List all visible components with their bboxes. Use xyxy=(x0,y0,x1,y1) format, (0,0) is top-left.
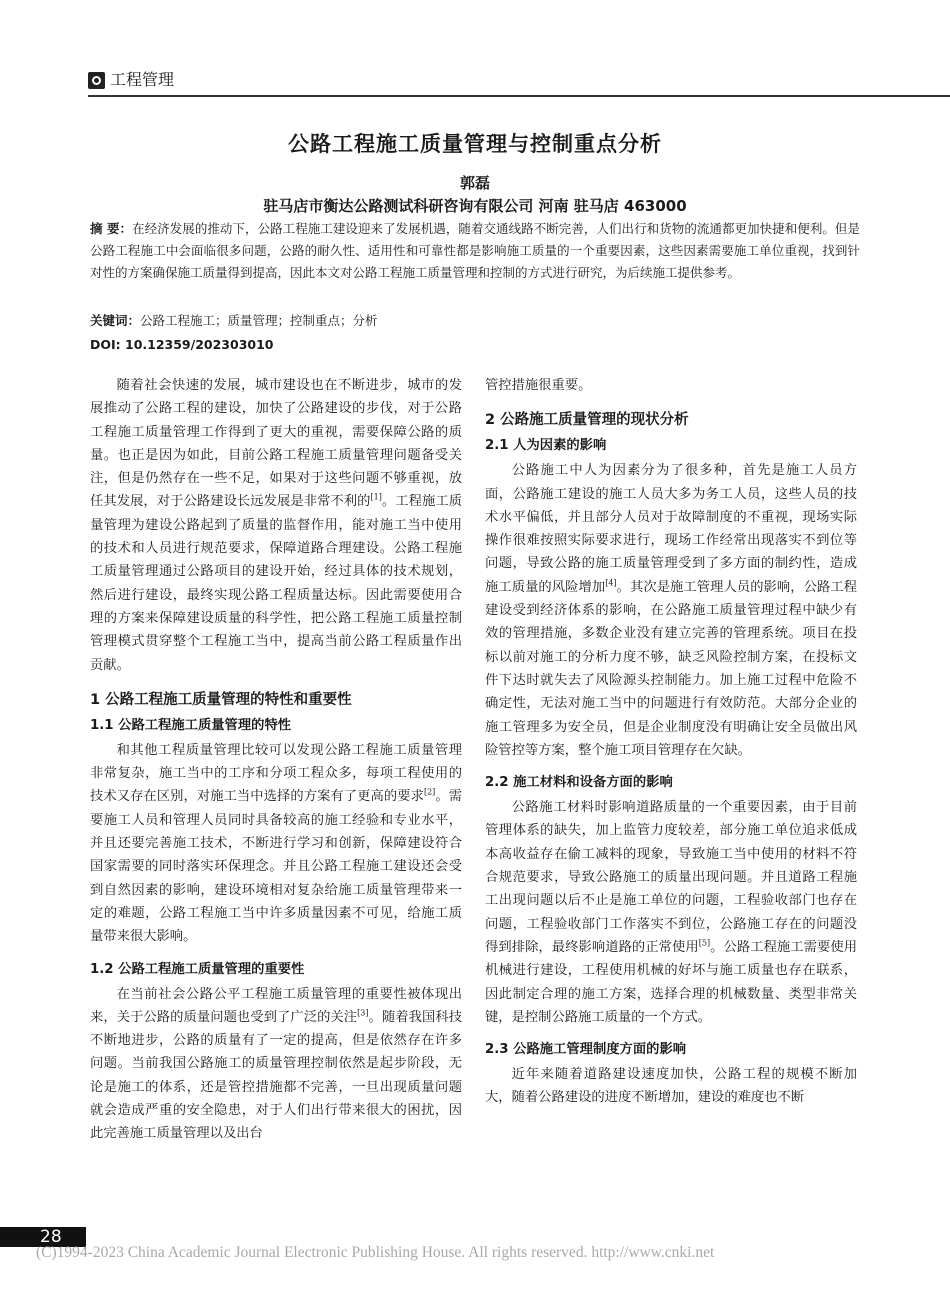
section-heading: 2 公路施工质量管理的现状分析 xyxy=(485,412,689,429)
subsection-heading: 1.2 公路工程施工质量管理的重要性 xyxy=(90,961,305,977)
abstract xyxy=(90,218,860,284)
subsection-heading: 2.3 公路施工管理制度方面的影响 xyxy=(485,1042,687,1058)
paragraph: 公路施工材料时影响道路质量的一个重要因素，由于目前管理体系的缺失，加上监管力度较差，部分施工单位追求低成本高收益存在偷工减料的现象，导致施工当中使用的材料不符合规范要求，导致公路施工的质量出现问题。并且道路工程施工出现问题以后不止是施工单位的问题，工程验收部门也存在问题，工程验收部门工作落实不到位，公路施工存在的问题没得到排除，最终影响道路的正常使用[5]。公路工程施工需要使用机械进行建设，工程使用机械的好坏与施工质量也存在联系，因此制定合理的施工方案，选择合理的机械数量、类型非常关键，是控制公路施工质量的一个方式。 xyxy=(485,800,858,1025)
citation[interactable]: [4] xyxy=(605,578,617,588)
keywords-label: 关键词： xyxy=(90,313,141,328)
right-column xyxy=(485,374,857,1110)
citation[interactable]: [5] xyxy=(698,938,711,948)
copyright-notice: (C)1994-2023 China Academic Journal Electronic Publishing House. All rights reserved. http://www.cnki.net xyxy=(36,1244,715,1261)
doi: DOI: 10.12359/202303010 xyxy=(90,337,274,352)
paragraph: 公路施工中人为因素分为了很多种，首先是施工人员方面，公路施工建设的施工人员大多为务工人员，这些人员的技术水平偏低，并且部分人员对于故障制度的不重视，现场实际操作很难按照实际要求进行，现场工作经常出现落实不到位等问题，导致公路的施工质量管理受到了多方面的制约性，造成施工质量的风险增加[4]。其次是施工管理人员的影响，公路工程建设受到经济体系的影响，在公路施工质量管理过程中缺少有效的管理措施，多数企业没有建立完善的管理系统。项目在投标以前对施工的分析力度不够，缺乏风险控制方案，在投标文件下达时就失去了风险源头控制能力。加上施工过程中危险不确定性，无法对施工当中的问题进行有效防范。大部分企业的施工管理多为安全员，但是企业制度没有明确让安全员做出风险管控等方案，整个施工项目管理存在欠缺。 xyxy=(485,463,857,758)
page-number: 28 xyxy=(0,1227,86,1247)
abstract-text: 在经济发展的推动下，公路工程施工建设迎来了发展机遇，随着交通线路不断完善，人们出行和货物的流通都更加快捷和便利。但是公路工程施工中会面临很多问题，公路的耐久性、适用性和可靠性都是影响施工质量的一个重要因素，这些因素需要施工单位重视，找到针对性的方案确保施工质量得到提高，因此本文对公路工程施工质量管理和控制的方式进行研究，为后续施工提供参考。 xyxy=(90,221,860,280)
citation[interactable]: [2] xyxy=(423,788,436,798)
keywords-text: 公路工程施工；质量管理；控制重点；分析 xyxy=(140,313,378,328)
citation[interactable]: [3] xyxy=(357,1008,369,1018)
running-header xyxy=(88,70,950,94)
paragraph: 和其他工程质量管理比较可以发现公路工程施工质量管理非常复杂，施工当中的工序和分项工程众多，每项工程使用的技术又存在区别，对施工当中选择的方案有了更高的要求[2]。需要施工人员和管理人员同时具备较高的施工经验和专业水平，并且还要完善施工技术，不断进行学习和创新，保障建设符合国家需要的同时落实环保理念。并且公路工程施工建设还会受到自然因素的影响，建设环境相对复杂给施工质量管理带来一定的难题，公路工程施工当中许多质量因素不可见，给施工质量带来很大影响。 xyxy=(90,742,463,945)
journal-name: 工程管理 xyxy=(110,70,175,89)
subsection-heading: 2.2 施工材料和设备方面的影响 xyxy=(485,775,673,791)
left-column xyxy=(90,374,462,1146)
paragraph: 随着社会快速的发展，城市建设也在不断进步，城市的发展推动了公路工程的建设，加快了公路建设的步伐，对于公路工程施工质量管理工作得到了更大的重视，需要保障公路的质量。也正是因为如此，目前公路工程施工质量管理问题备受关注，但是仍然存在一些不足，如果对于这些问题不够重视，放任其发展，对于公路建设长远发展是非常不利的[1]。工程施工质量管理为建设公路起到了质量的监督作用，能对施工当中使用的技术和人员进行规范要求，保障道路合理建设。公路工程施工质量管理通过公路项目的建设开始，经过具体的技术规划，然后进行建设，最终实现公路工程质量达标。因此需要使用合理的方案来保障建设质量的科学性，把公路工程施工质量控制管理模式贯穿整个工程施工当中，提高当前公路工程质量作出贡献。 xyxy=(90,378,463,673)
subsection-heading: 2.1 人为因素的影响 xyxy=(485,438,607,454)
subsection-heading: 1.1 公路工程施工质量管理的特性 xyxy=(90,717,292,733)
paragraph: 在当前社会公路公平工程施工质量管理的重要性被体现出来，关于公路的质量问题也受到了广泛的关注[3]。随着我国科技不断地进步，公路的质量有了一定的提高，但是依然存在许多问题。当前我国公路施工的质量管理控制依然是起步阶段，无论是施工的体系，还是管控措施都不完善，一旦出现质量问题就会造成严重的安全隐患，对于人们出行带来很大的困扰，因此完善施工质量管理以及出台 xyxy=(90,986,463,1142)
keywords xyxy=(90,311,860,331)
paragraph: 管控措施很重要。 xyxy=(485,378,592,393)
journal-logo-icon xyxy=(88,72,105,89)
paragraph: 近年来随着道路建设速度加快，公路工程的规模不断加大，随着公路建设的进度不断增加，建设的难度也不断 xyxy=(485,1067,857,1106)
abstract-label: 摘 要： xyxy=(90,221,133,236)
section-heading: 1 公路工程施工质量管理的特性和重要性 xyxy=(90,691,352,708)
author: 郭磊 xyxy=(459,174,490,192)
affiliation: 驻马店市衡达公路测试科研咨询有限公司 河南 驻马店 463000 xyxy=(263,197,687,215)
header-rule xyxy=(88,95,950,97)
citation[interactable]: [1] xyxy=(370,493,382,503)
article-title: 公路工程施工质量管理与控制重点分析 xyxy=(288,132,662,156)
